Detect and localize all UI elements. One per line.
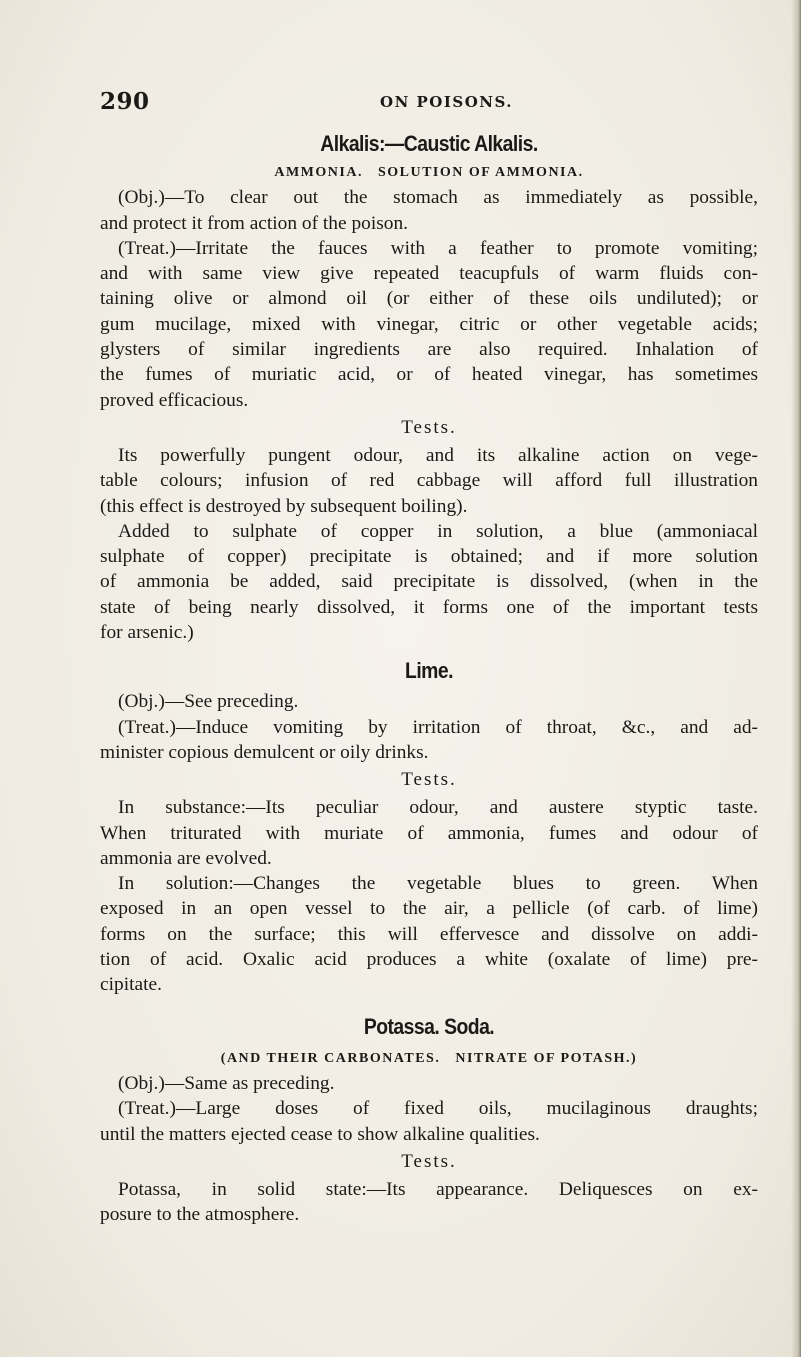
text-line: (Obj.)—Same as preceding. [118,1072,335,1094]
page-body [100,128,758,1227]
text-line: (Obj.)—To clear out the stomach as immediately as possible, [118,187,758,209]
text-line: state of being nearly dissolved, it forms one of the important tests [100,596,758,618]
page-number: 290 [100,88,150,115]
text-line: (Treat.)—Large doses of fixed oils, mucilaginous draughts; [118,1098,758,1120]
text-line: and with same view give repeated teacupfuls of warm fluids con- [100,263,758,285]
text-line: table colours; infusion of red cabbage will afford full illustration [100,470,758,492]
text-line: posure to the atmosphere. [100,1204,300,1226]
tests-heading-lime: Tests. [401,769,457,791]
text-line: (this effect is destroyed by subsequent boiling). [100,495,468,517]
text-line: sulphate of copper) precipitate is obtained; and if more solution [100,546,758,568]
text-line: cipitate. [100,974,162,996]
text-line: forms on the surface; this will effervesce and dissolve on addi- [100,923,758,945]
text-line: When triturated with muriate of ammonia, fumes and odour of [100,822,758,844]
lime-paragraphs [100,689,758,765]
text-line: gum mucilage, mixed with vinegar, citric or other vegetable acids; [100,313,758,335]
tests-heading-alkalis: Tests. [401,416,457,438]
text-line: tion of acid. Oxalic acid produces a white (oxalate of lime) pre- [100,949,758,971]
text-line: minister copious demulcent or oily drinks. [100,741,429,763]
section-subheading-ammonia: AMMONIA. SOLUTION OF AMMONIA. [274,165,584,180]
text-line: and protect it from action of the poison. [100,212,409,234]
section-heading-alkalis: Alkalis:—Caustic Alkalis. [320,131,538,156]
lime-tests [100,795,758,997]
text-line: until the matters ejected cease to show alkaline qualities. [100,1123,540,1145]
text-line: taining olive or almond oil (or either of these oils undiluted); or [100,288,758,310]
text-line: In solution:—Changes the vegetable blues to green. When [118,873,758,895]
running-head: ON POISONS. [380,93,513,111]
text-line: In substance:—Its peculiar odour, and austere styptic taste. [118,797,758,819]
text-line: Potassa, in solid state:—Its appearance. Deliquesces on ex- [118,1178,758,1200]
text-line: exposed in an open vessel to the air, a pellicle (of carb. of lime) [100,898,758,920]
tests-heading-potassa: Tests. [401,1150,457,1172]
text-line: (Treat.)—Induce vomiting by irritation of throat, &c., and ad- [118,716,758,738]
text-line: glysters of similar ingredients are also required. Inhalation of [100,339,758,361]
text-line: ammonia are evolved. [100,847,272,869]
text-line: (Obj.)—See preceding. [118,691,299,713]
section-subheading-carbonates: (AND THEIR CARBONATES. NITRATE OF POTASH.) [220,1050,638,1066]
text-line: the fumes of muriatic acid, or of heated vinegar, has sometimes [100,364,758,386]
text-line: Added to sulphate of copper in solution, a blue (ammoniacal [118,520,758,542]
potassa-tests [100,1177,758,1228]
text-line: proved efficacious. [100,389,249,411]
potassa-paragraphs [100,1071,758,1147]
section-heading-lime: Lime. [405,658,453,684]
text-line: (Treat.)—Irritate the fauces with a feather to promote vomiting; [118,237,758,259]
alkalis-paragraphs [100,185,758,413]
alkalis-tests [100,443,758,645]
section-heading-potassa-soda: Potassa. Soda. [363,1013,495,1039]
text-line: for arsenic.) [100,622,194,644]
page-header [0,88,801,118]
page-edge-shadow [791,0,801,1357]
text-line: Its powerfully pungent odour, and its alkaline action on vege- [118,444,758,466]
text-line: of ammonia be added, said precipitate is dissolved, (when in the [100,571,758,593]
